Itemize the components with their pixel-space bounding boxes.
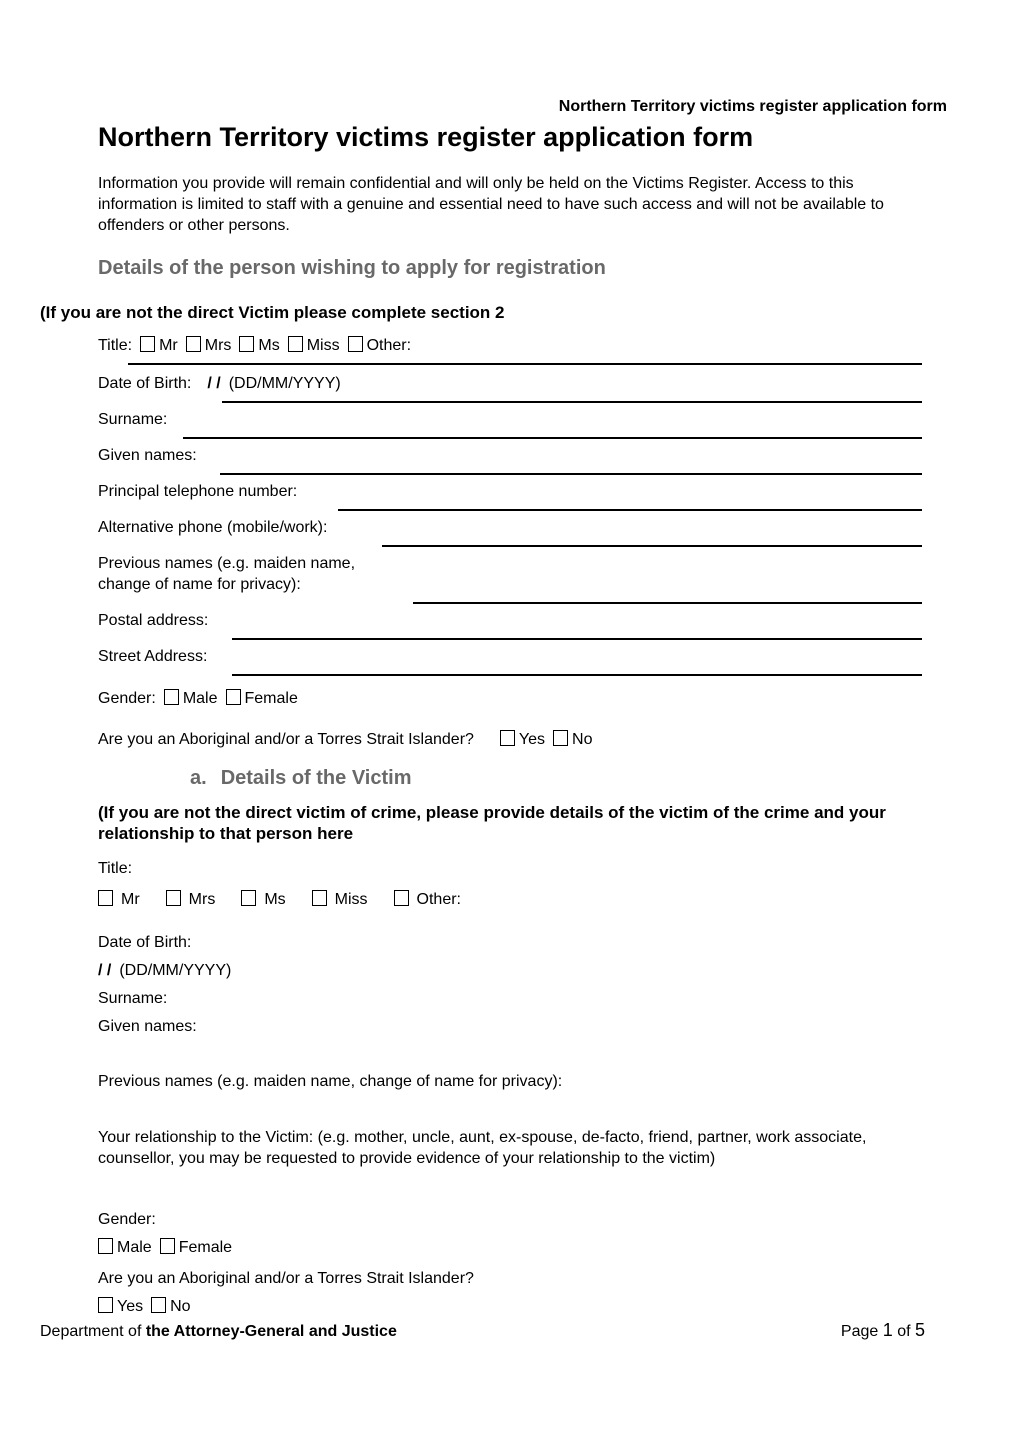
s1-checkbox-ms[interactable] (239, 336, 254, 352)
s1-checkbox-no[interactable] (553, 730, 568, 746)
s2-checkbox-female[interactable] (160, 1238, 175, 1254)
s1-given-names-field (98, 445, 947, 466)
s1-postal-label: Postal address: (98, 612, 209, 629)
s1-title-label: Title: (98, 337, 133, 354)
footer-department-prefix: Department of (40, 1323, 146, 1340)
section1-heading: Details of the person wishing to apply for registration (98, 257, 606, 279)
s1-alt-phone-input-line[interactable] (382, 545, 922, 547)
s1-alt-phone-label: Alternative phone (mobile/work): (98, 519, 328, 536)
s1-previous-names-label-line1: Previous names (e.g. maiden name, (98, 555, 356, 572)
s1-alt-phone-field (98, 517, 947, 538)
s2-title-option-miss: Miss (312, 891, 368, 908)
s2-atsi-row (98, 1296, 947, 1317)
s1-principal-phone-label: Principal telephone number: (98, 483, 298, 500)
s2-given-names-label: Given names: (98, 1018, 197, 1035)
footer-page-indicator (841, 1320, 925, 1341)
s1-gender-female: Female (226, 690, 298, 707)
intro-paragraph: Information you provide will remain confidential and will only be held on the Victims Register. Access to this information is limited to staff with a genuine and essential need to have such access and will not be available to offenders or other persons. (98, 175, 884, 234)
s1-principal-phone-input-line[interactable] (338, 509, 922, 511)
s1-given-names-label: Given names: (98, 447, 197, 464)
s2-checkbox-male[interactable] (98, 1238, 113, 1254)
s1-dob-format: (DD/MM/YYYY) (228, 375, 341, 392)
section2-heading-prefix: a. (190, 767, 207, 789)
s1-title-other-input-line[interactable] (128, 363, 922, 365)
s2-checkbox-yes[interactable] (98, 1297, 113, 1313)
s1-street-label: Street Address: (98, 648, 208, 665)
s1-postal-input-line[interactable] (232, 638, 922, 640)
s1-checkbox-miss[interactable] (288, 336, 303, 352)
s1-atsi-yes: Yes (500, 731, 545, 748)
s1-dob-slashes: / / (207, 375, 221, 392)
s1-previous-names-input-line[interactable] (413, 602, 922, 604)
page-footer (40, 1320, 925, 1341)
s2-checkbox-miss[interactable] (312, 890, 327, 906)
s2-gender-row (98, 1237, 947, 1258)
footer-page-label: Page (840, 1323, 879, 1340)
page-title: Northern Territory victims register application form (98, 122, 754, 152)
footer-page-total: 5 (914, 1320, 925, 1340)
s1-atsi-row (98, 729, 947, 750)
s2-atsi-yes: Yes (98, 1298, 143, 1315)
s1-previous-names-label-line2: change of name for privacy): (98, 576, 301, 593)
footer-department (40, 1323, 397, 1341)
s1-surname-field (98, 409, 947, 430)
s1-street-field (98, 646, 947, 667)
s2-atsi-question: Are you an Aboriginal and/or a Torres Strait Islander? (98, 1270, 474, 1287)
s1-gender-label: Gender: (98, 690, 156, 707)
s1-title-option-miss: Miss (288, 337, 340, 354)
section2-heading (190, 766, 947, 790)
s1-gender-male: Male (164, 690, 218, 707)
s1-checkbox-mr[interactable] (140, 336, 155, 352)
s2-title-option-ms: Ms (241, 891, 285, 908)
footer-department-name: the Attorney-General and Justice (145, 1323, 397, 1340)
s2-gender-male: Male (98, 1239, 152, 1256)
s1-title-option-ms: Ms (239, 337, 279, 354)
s1-dob-field (98, 373, 947, 394)
running-header: Northern Territory victims register application form (558, 98, 947, 115)
s1-dob-label: Date of Birth: (98, 375, 192, 392)
s2-title-option-mrs: Mrs (166, 891, 216, 908)
section1-note: (If you are not the direct Victim please complete section 2 (40, 303, 505, 322)
s2-title-row (98, 889, 947, 910)
s1-title-option-mr: Mr (140, 337, 178, 354)
footer-of-label: of (897, 1323, 911, 1340)
footer-page-number: 1 (882, 1320, 893, 1340)
s1-surname-label: Surname: (98, 411, 168, 428)
s1-title-option-other: Other: (348, 337, 411, 354)
s1-dob-input-line[interactable] (222, 401, 922, 403)
s1-surname-input-line[interactable] (183, 437, 922, 439)
s2-title-option-mr: Mr (98, 891, 140, 908)
s2-previous-names-label: Previous names (e.g. maiden name, change of name for privacy): (98, 1073, 563, 1090)
s2-title-option-other: Other: (394, 891, 461, 908)
s1-checkbox-female[interactable] (226, 689, 241, 705)
s2-dob-label: Date of Birth: (98, 934, 192, 951)
s1-street-input-line[interactable] (232, 674, 922, 676)
section2-note: (If you are not the direct victim of crime, please provide details of the victim of the crime and your relationship to that person here (98, 803, 886, 843)
s2-relationship-text: Your relationship to the Victim: (e.g. mother, uncle, aunt, ex-spouse, de-facto, friend, partner, work associate, counsellor, you may be requested to provide evidence of your relationship to the victim) (98, 1129, 867, 1167)
s2-surname-label: Surname: (98, 990, 168, 1007)
s1-title-option-mrs: Mrs (186, 337, 232, 354)
s2-dob-format: (DD/MM/YYYY) (119, 962, 232, 979)
s1-principal-phone-field (98, 481, 947, 502)
s1-given-names-input-line[interactable] (220, 473, 922, 475)
s2-gender-label: Gender: (98, 1211, 156, 1228)
s2-checkbox-ms[interactable] (241, 890, 256, 906)
s1-checkbox-male[interactable] (164, 689, 179, 705)
s2-title-label: Title: (98, 860, 133, 877)
s1-checkbox-other[interactable] (348, 336, 363, 352)
s2-dob-slashes: / / (98, 962, 112, 979)
section2-heading-text: Details of the Victim (220, 767, 412, 789)
s1-checkbox-mrs[interactable] (186, 336, 201, 352)
s2-checkbox-other[interactable] (394, 890, 409, 906)
s2-checkbox-mrs[interactable] (166, 890, 181, 906)
s2-checkbox-mr[interactable] (98, 890, 113, 906)
s1-atsi-question: Are you an Aboriginal and/or a Torres Strait Islander? (98, 731, 474, 748)
s1-title-row (98, 335, 947, 356)
s2-gender-female: Female (160, 1239, 232, 1256)
s1-atsi-no: No (553, 731, 592, 748)
s1-previous-names-field (98, 553, 947, 595)
s2-atsi-no: No (151, 1298, 190, 1315)
s1-gender-row (98, 688, 947, 709)
s1-postal-field (98, 610, 947, 631)
s2-dob-format-row (98, 960, 947, 981)
s2-checkbox-no[interactable] (151, 1297, 166, 1313)
s1-checkbox-yes[interactable] (500, 730, 515, 746)
